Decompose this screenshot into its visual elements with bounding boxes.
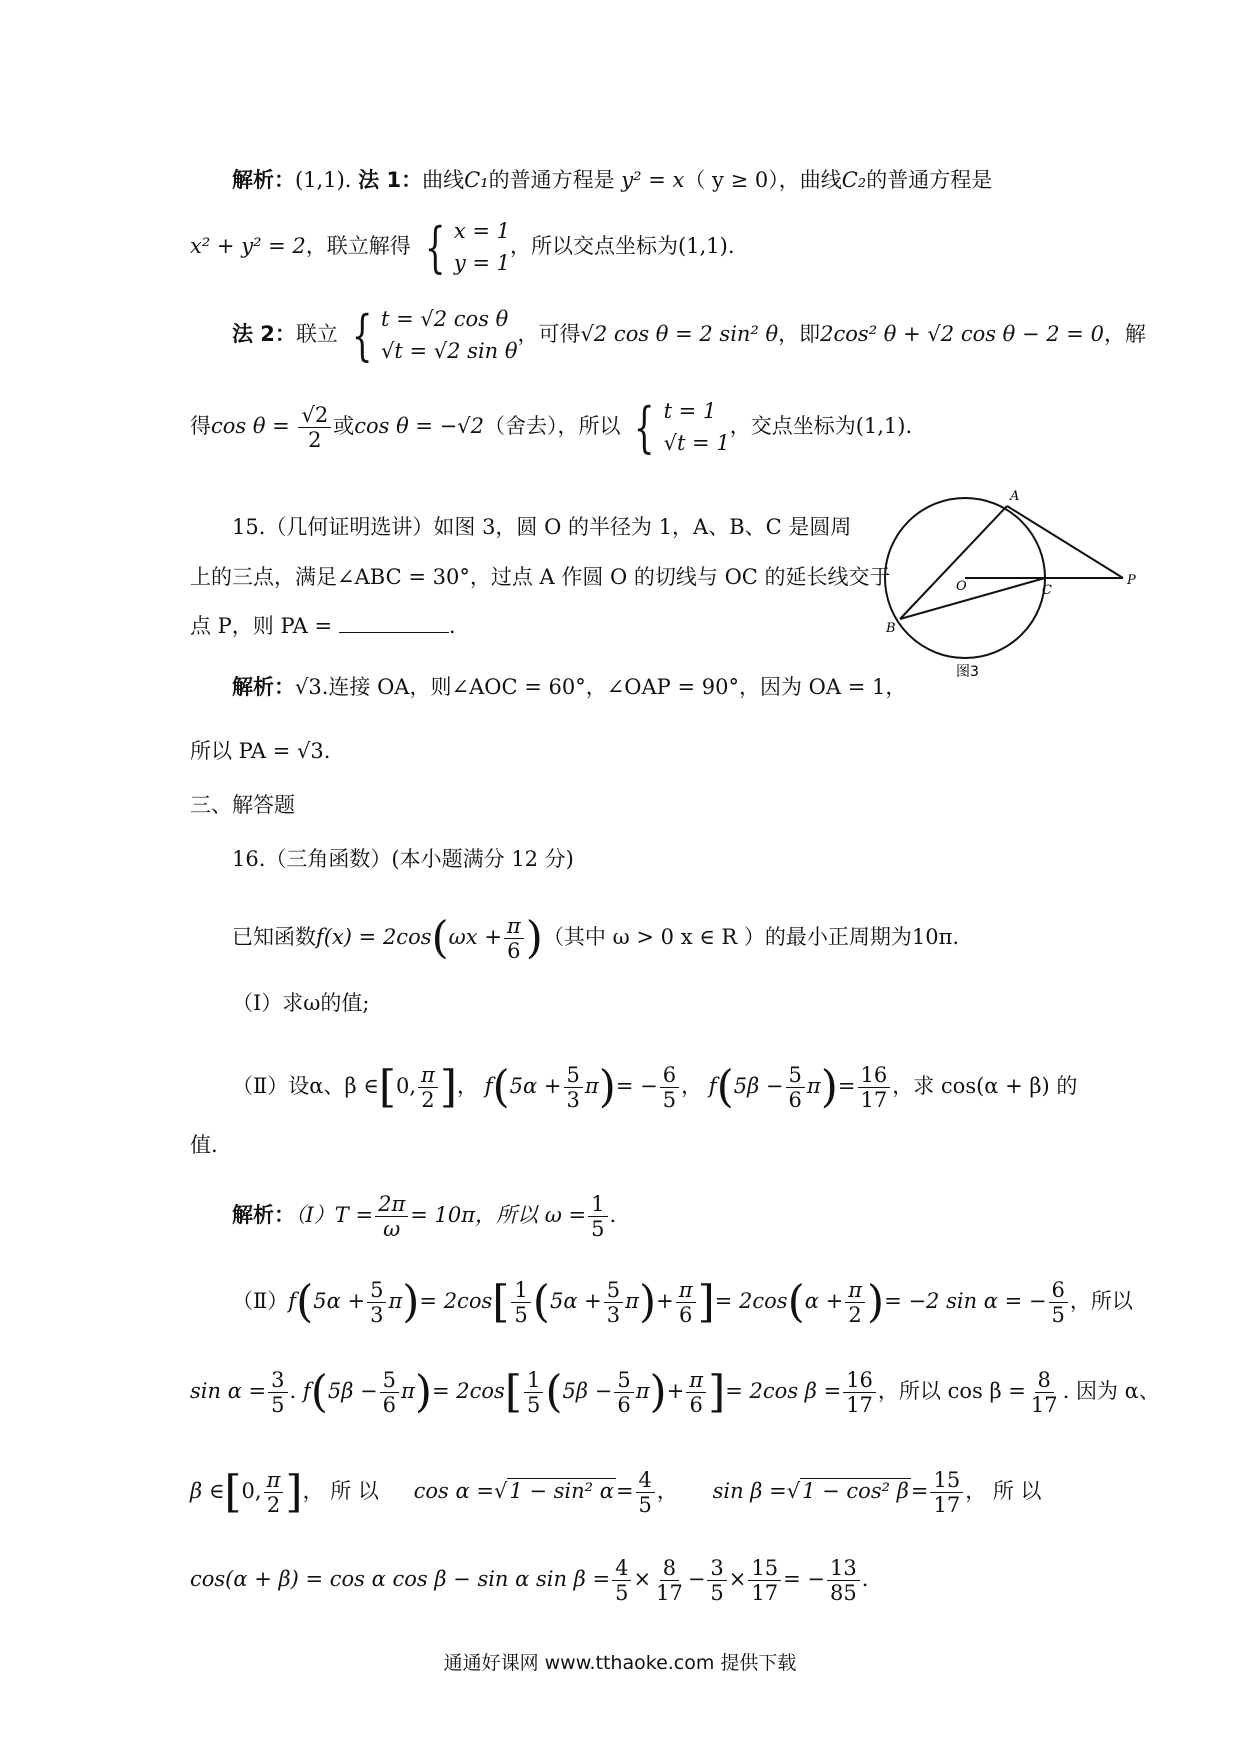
text: = −	[783, 1567, 826, 1592]
text: 已知函数	[232, 925, 316, 950]
denominator: 3	[606, 1303, 621, 1328]
numerator: π	[686, 1368, 706, 1393]
text: 点 P，则 PA =	[190, 614, 333, 638]
equation: sin β =	[712, 1479, 787, 1504]
text: （Ⅱ）设α、β ∈	[232, 1074, 379, 1099]
text: ×	[633, 1567, 652, 1592]
radicand: 1 − cos² β	[802, 1479, 909, 1504]
equation: x² + y² = 2	[190, 234, 306, 258]
text: （舍去），所以	[484, 414, 621, 438]
p14-line2	[190, 216, 735, 279]
denominator: 2	[266, 1493, 281, 1518]
fraction	[686, 1368, 706, 1417]
fraction	[1028, 1368, 1061, 1417]
numerator: 5	[786, 1063, 805, 1088]
p16-sol2-line2: sin α = $\frac{3}{5}$ . f(5β − $\frac{5}{6}$ π)= 2cos[ $\frac{1}{5}$ (5β − $\frac{5}{6}$ π)+ $\frac{\pi}{6}$ ]= 2cos β = $\frac{16}{17}$ ，所以 cos β = $\frac{8}{17}$ . 因为 α、	[190, 1366, 1160, 1418]
jiexi-label: 解析：	[232, 675, 295, 699]
denominator: 3	[566, 1088, 580, 1113]
fraction	[588, 1192, 607, 1241]
text: √3.连接 OA，则∠AOC = 60°，∠OAP = 90°，因为 OA = 1，	[295, 675, 907, 699]
text: =	[837, 1074, 856, 1099]
denominator: 2	[848, 1303, 862, 1328]
method1-label: 法 1：	[358, 168, 423, 192]
numerator: π	[845, 1278, 865, 1303]
denominator: 5	[514, 1303, 528, 1328]
numerator: 4	[636, 1468, 655, 1493]
equation: 5α +	[313, 1289, 366, 1314]
denominator: 85	[830, 1581, 857, 1606]
equation: cos θ =	[211, 414, 290, 438]
text: ，所以交点坐标为(1,1).	[510, 234, 735, 258]
text: ， 所 以	[965, 1479, 1042, 1504]
p15-line3	[190, 609, 456, 643]
numerator: π	[418, 1063, 438, 1088]
denominator: 6	[617, 1393, 631, 1418]
equation: = 2cos	[432, 1379, 505, 1404]
system-3: { t = 1 √t = 1	[634, 395, 730, 459]
denominator: 17	[846, 1393, 873, 1418]
fraction	[676, 1278, 696, 1327]
equation: f	[708, 1074, 717, 1099]
numerator: √2	[298, 403, 331, 428]
equation: 5β −	[562, 1379, 613, 1404]
numerator: 4	[612, 1556, 631, 1581]
denominator: 6	[689, 1393, 703, 1418]
denominator: 17	[860, 1088, 888, 1113]
p14-method2	[232, 304, 1146, 367]
text: .	[289, 1379, 297, 1404]
text: ×	[728, 1567, 747, 1592]
numerator: 6	[660, 1063, 679, 1088]
denominator: 6	[382, 1393, 397, 1418]
equation: f	[302, 1379, 311, 1404]
text: ，求 cos(α + β) 的	[892, 1074, 1078, 1099]
footer[interactable]: 通通好课网 www.tthaoke.com 提供下载	[443, 1652, 797, 1674]
denominator: 5	[710, 1581, 724, 1606]
label-p: P	[1127, 573, 1136, 588]
p16-stem: 已知函数f(x) = 2cos(ωx + $\frac{\pi}{6}$ )（其中 ω > 0 x ∈ R ）的最小正周期为10π.	[232, 912, 960, 964]
curve-c1: C₁	[464, 168, 489, 192]
fraction	[827, 1556, 860, 1605]
section-title: 三、解答题	[190, 793, 295, 817]
text: ，	[656, 1479, 678, 1504]
text: = −	[615, 1074, 658, 1099]
numerator: 8	[660, 1556, 679, 1581]
numerator: 1	[588, 1192, 607, 1217]
equation: = 10π，所以 ω =	[410, 1203, 587, 1228]
equation: = −2 sin α = −	[884, 1289, 1047, 1314]
denominator: 5	[662, 1088, 677, 1113]
jiexi-label: 解析：	[232, 1203, 295, 1228]
text: 的普通方程是	[866, 168, 993, 192]
text: ，交点坐标为(1,1).	[729, 414, 913, 438]
p16-q2-end: 值.	[190, 1133, 218, 1157]
p15-line2: 上的三点，满足∠ABC = 30°，过点 A 作圆 O 的切线与 OC 的延长线交于	[190, 565, 891, 589]
sys-row: √t = 1	[663, 430, 730, 455]
fraction	[375, 1192, 408, 1241]
equation: 5α +	[509, 1074, 562, 1099]
fraction	[504, 914, 524, 963]
text: =	[615, 1479, 634, 1504]
p14-line4	[190, 396, 912, 459]
text: ，所以 cos β =	[877, 1379, 1026, 1404]
denominator: 17	[1030, 1393, 1058, 1418]
text: （Ⅱ）	[232, 1289, 289, 1314]
text: . 因为 α、	[1062, 1379, 1160, 1404]
fraction	[612, 1556, 631, 1605]
p16-title: 16.（三角函数）(本小题满分 12 分)	[232, 847, 574, 871]
p16-sol2-line4	[190, 1556, 868, 1605]
p16-sol2-line1: （Ⅱ）f(5α + $\frac{5}{3}$ π)= 2cos[ $\frac{1}{5}$ (5α + $\frac{5}{3}$ π)+ $\frac{\pi}{6}$ ]= 2cos(α + $\frac{\pi}{2}$ )= −2 sin α = − $\frac{6}{5}$ ，所以	[232, 1276, 1133, 1328]
sys-row: √t = √2 sin θ	[380, 338, 518, 363]
fraction	[604, 1278, 623, 1327]
fraction	[636, 1468, 655, 1517]
method2-label: 法 2：	[232, 322, 296, 346]
text: π	[635, 1379, 650, 1404]
curve-c2: C₂	[841, 168, 867, 192]
numerator: 8	[1035, 1368, 1054, 1393]
answer-blank	[339, 612, 449, 633]
equation: α +	[804, 1289, 844, 1314]
fraction	[653, 1556, 686, 1605]
numerator: 3	[268, 1368, 287, 1393]
fraction	[858, 1063, 891, 1112]
numerator: 15	[748, 1556, 781, 1581]
fraction	[660, 1063, 679, 1112]
text: π	[401, 1379, 415, 1404]
fraction	[380, 1368, 399, 1417]
label-o: O	[956, 579, 967, 594]
text: +	[656, 1289, 674, 1314]
fraction	[845, 1278, 865, 1327]
equation: cos θ = −√2	[354, 414, 485, 438]
numerator: π	[504, 914, 524, 939]
denominator: 3	[370, 1303, 384, 1328]
equation: （Ⅰ）T =	[295, 1203, 374, 1228]
denominator: 6	[678, 1303, 693, 1328]
text: 0,	[396, 1074, 417, 1099]
text: π	[584, 1074, 599, 1099]
numerator: 5	[564, 1063, 583, 1088]
denominator: 5	[615, 1581, 629, 1606]
sys-row: t = 1	[663, 399, 717, 423]
equation: √2 cos θ = 2 sin² θ	[580, 322, 779, 346]
numerator: 5	[380, 1368, 399, 1393]
sys-row: t = √2 cos θ	[380, 307, 509, 331]
equation: ωx +	[448, 925, 502, 950]
fraction	[418, 1063, 438, 1112]
text: 联立	[295, 322, 338, 346]
denominator: 2	[421, 1088, 435, 1113]
numerator: 5	[367, 1278, 386, 1303]
p16-sol2-line3: β ∈[0, $\frac{\pi}{2}$ ]， 所 以 cos α =√1 − sin² α= $\frac{4}{5}$ ， sin β =√1 − cos² β= $\frac{15}{17}$ ， 所 以	[190, 1466, 1042, 1518]
text: ， 所 以	[302, 1479, 379, 1504]
text: 或	[333, 414, 355, 438]
text: ，所以	[1069, 1289, 1133, 1314]
p15-solution	[232, 670, 906, 704]
denominator: 17	[656, 1581, 683, 1606]
text: .	[609, 1203, 617, 1228]
figure-caption: 图3	[956, 664, 979, 680]
fraction	[264, 1468, 284, 1517]
text: ，联立解得	[305, 234, 411, 258]
fraction	[843, 1368, 876, 1417]
text: .	[448, 614, 456, 638]
label-b: B	[886, 621, 896, 636]
denominator: 2	[308, 428, 322, 452]
numerator: 13	[827, 1556, 860, 1581]
denominator: 17	[751, 1581, 779, 1606]
numerator: 2π	[375, 1192, 408, 1217]
numerator: 5	[614, 1368, 633, 1393]
text: .	[861, 1567, 869, 1592]
equation: = 2cos β =	[725, 1379, 842, 1404]
denominator: 17	[933, 1493, 961, 1518]
fraction	[1049, 1278, 1068, 1327]
fraction	[367, 1278, 386, 1327]
denominator: 5	[527, 1393, 541, 1418]
numerator: 16	[858, 1063, 891, 1088]
p15-line1: 15.（几何证明选讲）如图 3，圆 O 的半径为 1，A、B、C 是圆周	[232, 515, 852, 539]
p14-answer: (1,1)	[295, 168, 345, 192]
fraction	[786, 1063, 805, 1112]
denominator: 5	[591, 1217, 605, 1242]
p16-sol1	[232, 1192, 616, 1241]
equation: 5α +	[549, 1289, 602, 1314]
p16-q1: （Ⅰ）求ω的值;	[232, 991, 370, 1015]
p14-line1: 解析：(1,1). 法 1：曲线C₁的普通方程是 y² = x（ y ≥ 0），曲线C₂的普通方程是	[232, 168, 993, 192]
text: 得	[190, 414, 211, 438]
equation: 5β −	[327, 1379, 378, 1404]
fraction	[511, 1278, 530, 1327]
fraction	[298, 403, 331, 452]
figure-3	[876, 486, 1166, 686]
text: ，即	[778, 322, 821, 346]
sys-row: y = 1	[453, 250, 511, 275]
text: （ y ≥ 0），曲线	[684, 168, 842, 192]
text: 的普通方程是	[488, 168, 615, 192]
text: −	[687, 1567, 706, 1592]
numerator: 6	[1049, 1278, 1068, 1303]
text: （其中 ω > 0 x ∈ R ）的最小正周期为10π.	[542, 925, 960, 950]
p15-solution2: 所以 PA = √3.	[190, 739, 331, 763]
numerator: 5	[604, 1278, 623, 1303]
denominator: ω	[383, 1217, 401, 1242]
numerator: π	[264, 1468, 284, 1493]
equation: 2cos² θ + √2 cos θ − 2 = 0	[820, 322, 1104, 346]
denominator: 5	[1051, 1303, 1065, 1328]
denominator: 5	[271, 1393, 285, 1418]
fraction	[524, 1368, 543, 1417]
text: π	[806, 1074, 821, 1099]
text: 曲线	[422, 168, 465, 192]
fraction	[614, 1368, 633, 1417]
equation: = 2cos	[419, 1289, 493, 1314]
fraction	[564, 1063, 583, 1112]
numerator: 3	[707, 1556, 726, 1581]
text: +	[666, 1379, 685, 1404]
text: 0,	[241, 1479, 262, 1504]
jiexi-label: 解析：	[232, 168, 295, 192]
p16-q2: （Ⅱ）设α、β ∈[0, $\frac{\pi}{2}$ ]， f(5α + $\frac{5}{3}$ π)= − $\frac{6}{5}$ ， f(5β − $\frac{5}{6}$ π)= $\frac{16}{17}$ ，求 cos(α + β) 的	[232, 1061, 1078, 1113]
numerator: 15	[930, 1468, 963, 1493]
system-1: { x = 1 y = 1	[424, 215, 511, 279]
text: π	[388, 1289, 403, 1314]
text: =	[910, 1479, 929, 1504]
denominator: 6	[788, 1088, 802, 1113]
equation: 5β −	[733, 1074, 784, 1099]
numerator: 1	[524, 1368, 543, 1393]
text: ，解	[1103, 322, 1146, 346]
text: π	[625, 1289, 639, 1314]
sys-row: x = 1	[453, 219, 511, 243]
denominator: 6	[507, 939, 521, 964]
equation: = 2cos	[714, 1289, 788, 1314]
sqrt: √1 − cos² β	[786, 1479, 909, 1504]
text: ，	[681, 1074, 703, 1099]
equation: f(x) = 2cos	[316, 925, 432, 950]
text: ，	[457, 1074, 479, 1099]
text: ，可得	[517, 322, 581, 346]
equation: sin α =	[190, 1379, 267, 1404]
fraction	[748, 1556, 781, 1605]
fraction	[268, 1368, 287, 1417]
equation: y² = x	[621, 168, 685, 192]
fraction	[930, 1468, 963, 1517]
denominator: 5	[638, 1493, 652, 1518]
label-a: A	[1010, 489, 1020, 504]
fraction	[707, 1556, 726, 1605]
equation: f	[484, 1074, 493, 1099]
equation: f	[288, 1289, 297, 1314]
radicand: 1 − sin² α	[509, 1479, 614, 1504]
equation: cos α =	[413, 1479, 494, 1504]
numerator: 16	[843, 1368, 876, 1393]
equation: β ∈	[190, 1479, 225, 1504]
numerator: 1	[511, 1278, 530, 1303]
numerator: π	[676, 1278, 696, 1303]
system-2: { t = √2 cos θ √t = √2 sin θ	[351, 303, 518, 367]
sqrt: √1 − sin² α	[493, 1479, 614, 1504]
equation: cos(α + β) = cos α cos β − sin α sin β =	[190, 1567, 611, 1592]
label-c: C	[1042, 583, 1052, 598]
